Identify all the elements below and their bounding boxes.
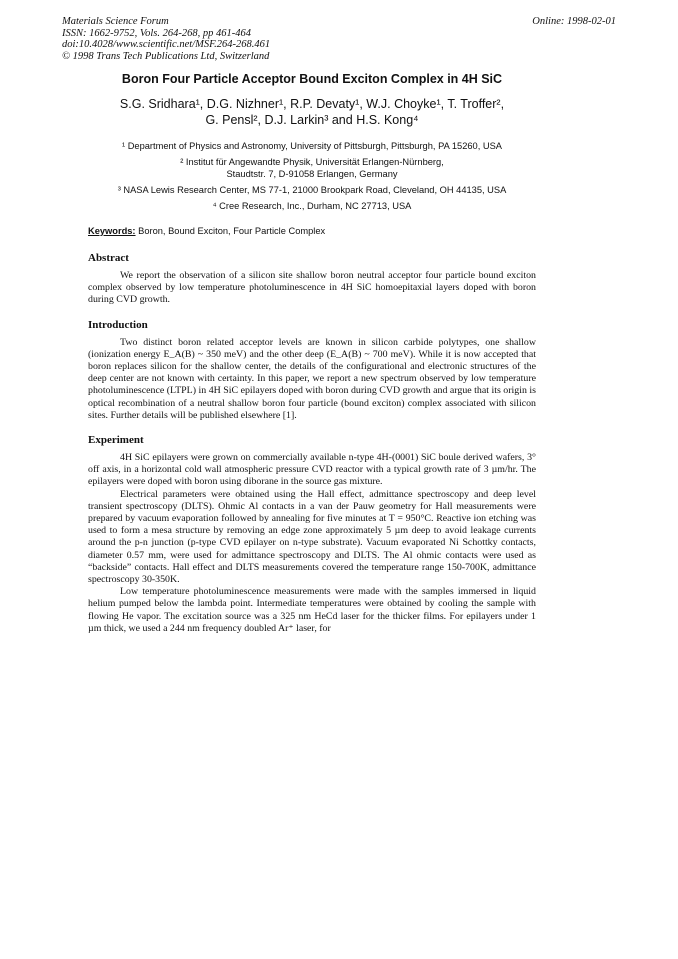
introduction-heading: Introduction — [88, 318, 148, 331]
abstract-text: We report the observation of a silicon site shallow boron neutral acceptor four particle bound exciton complex observed by low temperature photoluminescence in 4H SiC homoepitaxial layers doped with boron during CVD growth. — [88, 270, 536, 306]
paper-page — [88, 72, 536, 635]
authors-line-2: G. Pensl², D.J. Larkin³ and H.S. Kong⁴ — [205, 113, 419, 127]
keywords — [88, 226, 536, 236]
authors-line-1: S.G. Sridhara¹, D.G. Nizhner¹, R.P. Devaty¹, W.J. Choyke¹, T. Troffer², — [119, 97, 505, 111]
affiliation-2-line-2: Staudtstr. 7, D-91058 Erlangen, Germany — [226, 169, 398, 179]
abstract-heading: Abstract — [88, 252, 129, 264]
doi-line: doi:10.4028/www.scientific.net/MSF.264-268.461 — [62, 39, 271, 50]
online-date: Online: 1998-02-01 — [532, 16, 616, 27]
experiment-paragraph-1: 4H SiC epilayers were grown on commercially available n-type 4H-(0001) SiC boule derived wafers, 3° off axis, in a horizontal cold wall atmospheric pressure CVD reactor with a typical growth rate of 3 µm/hr. The epilayers were doped with boron using diborane in the source gas mixture. — [88, 452, 536, 488]
affiliation-1: ¹ Department of Physics and Astronomy, University of Pittsburgh, Pittsburgh, PA 15260, USA — [122, 141, 502, 151]
journal-name: Materials Science Forum — [62, 16, 169, 27]
introduction-text: Two distinct boron related acceptor levels are known in silicon carbide polytypes, one shallow (ionization energy E_A(B) ~ 350 meV) and the other deep (E_A(B) ~ 700 meV). While it is now accepted that boron replaces silicon for the shallow center, the details of the configurational and electronic structures of the deep center are not known with certainty. In this paper, we report a new spectrum observed by low temperature photoluminescence (LTPL) in 4H SiC epilayers doped with boron during CVD growth and argue that its origin is optical recombination of a neutral shallow boron four particle (bound exciton) complex associated with silicon sites. Further details will be published elsewhere [1]. — [88, 336, 536, 421]
paper-title: Boron Four Particle Acceptor Bound Exciton Complex in 4H SiC — [121, 72, 503, 86]
issn-line: ISSN: 1662-9752, Vols. 264-268, pp 461-464 — [62, 27, 251, 39]
affiliation-3: ³ NASA Lewis Research Center, MS 77-1, 21000 Brookpark Road, Cleveland, OH 44135, USA — [117, 185, 507, 195]
experiment-heading: Experiment — [88, 434, 144, 447]
journal-header — [62, 16, 270, 62]
author-list — [88, 96, 536, 128]
affiliation-2 — [88, 156, 536, 180]
experiment-paragraph-2: Electrical parameters were obtained using the Hall effect, admittance spectroscopy and deep level transient spectroscopy (DLTS). Ohmic Al contacts in a van der Pauw geometry for Hall measurements were prepared by vacuum evaporation followed by annealing for five minutes at T = 950°C. Reactive ion etching was used to form a mesa structure by removing an edge zone approximately 5 µm deep to avoid leakage currents around the p-n junction (p-type CVD epilayer on n-type substrate). Vacuum evaporated Ni Schottky contacts, diameter 0.57 mm, were used for admittance spectroscopy and DLTS. The Al ohmic contacts were used as “backside” contacts. Hall effect and DLTS measurements covered the temperature range 150-700K, admittance spectroscopy 30-350K. — [88, 488, 536, 586]
experiment-paragraph-3: Low temperature photoluminescence measurements were made with the samples immersed in liquid helium pumped below the lambda point. Intermediate temperatures were obtained by cooling the sample with flowing He vapor. The excitation source was a 325 nm HeCd laser for the thicker films. For epilayers under 1 µm thick, we used a 244 nm frequency doubled Ar⁺ laser, for — [88, 586, 536, 634]
keywords-text: Boron, Bound Exciton, Four Particle Complex — [135, 226, 326, 236]
keywords-label: Keywords: — [88, 226, 136, 236]
affiliation-2-line-1: ² Institut für Angewandte Physik, Universität Erlangen-Nürnberg, — [180, 157, 444, 167]
affiliation-4: ⁴ Cree Research, Inc., Durham, NC 27713, USA — [212, 201, 412, 211]
copyright-line: © 1998 Trans Tech Publications Ltd, Switzerland — [62, 50, 270, 62]
